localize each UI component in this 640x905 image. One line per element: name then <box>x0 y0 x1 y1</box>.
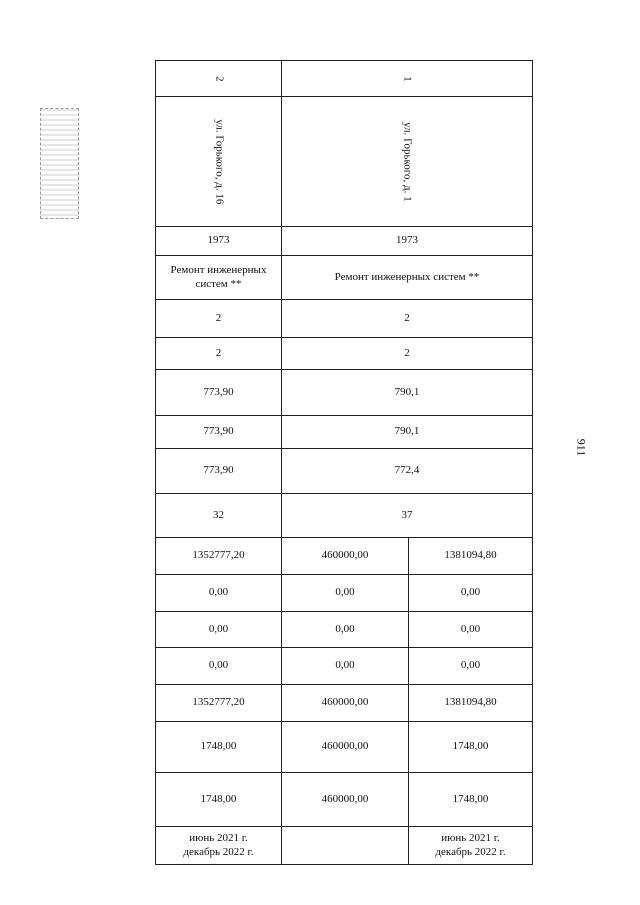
table-row-residents <box>155 494 533 538</box>
area-residential-left: 773,90 <box>156 449 282 493</box>
residents-left: 32 <box>156 494 282 537</box>
period-left: июнь 2021 г. декабрь 2022 г. <box>156 827 282 864</box>
fund-federal-left: 0,00 <box>156 575 282 611</box>
address-left: ул. Горького, д. 16 <box>213 118 226 205</box>
table-row-addresses <box>155 97 533 227</box>
column-number-left: 2 <box>213 75 226 82</box>
fund-owners-left: 1352777,20 <box>156 685 282 721</box>
area-premises-right: 790,1 <box>394 425 420 438</box>
period-right: июнь 2021 г. декабрь 2022 г. <box>435 831 506 858</box>
floors-right: 2 <box>404 311 410 324</box>
fund-regional-right: 0,00 <box>460 622 481 635</box>
area-total-left: 773,90 <box>156 370 282 415</box>
max-unit-cost-mid: 460000,00 <box>282 773 409 826</box>
year-left: 1973 <box>156 227 282 255</box>
fund-federal-right: 0,00 <box>460 586 481 599</box>
unit-cost-right: 1748,00 <box>452 740 489 753</box>
table-row-fund-local <box>155 648 533 685</box>
column-number-right: 1 <box>401 75 414 82</box>
table-row-period <box>155 827 533 865</box>
cost-total-left: 1352777,20 <box>156 538 282 574</box>
page-number: 911 <box>574 438 589 457</box>
scan-stamp-mark <box>40 108 79 219</box>
max-unit-cost-left: 1748,00 <box>156 773 282 826</box>
fund-local-left: 0,00 <box>156 648 282 684</box>
table-row-cost-total <box>155 538 533 575</box>
work-type-left: Ремонт инженерных систем ** <box>156 256 282 299</box>
table-row-work-type <box>155 256 533 300</box>
table-row-entrances <box>155 338 533 370</box>
table-row-fund-owners <box>155 685 533 722</box>
table-row-floors <box>155 300 533 338</box>
fund-federal-mid: 0,00 <box>282 575 409 611</box>
fund-owners-right: 1381094,80 <box>444 696 497 709</box>
table-row-max-unit-cost <box>155 773 533 827</box>
entrances-left: 2 <box>156 338 282 369</box>
address-right: ул. Горького, д. 1 <box>401 121 414 202</box>
unit-cost-mid: 460000,00 <box>282 722 409 772</box>
table-row-year <box>155 227 533 256</box>
floors-left: 2 <box>156 300 282 337</box>
residents-right: 37 <box>401 508 413 521</box>
fund-regional-left: 0,00 <box>156 612 282 647</box>
cost-total-mid: 460000,00 <box>282 538 409 574</box>
table-row-unit-cost <box>155 722 533 773</box>
table-row-fund-regional <box>155 612 533 648</box>
entrances-right: 2 <box>404 346 410 359</box>
fund-owners-mid: 460000,00 <box>282 685 409 721</box>
table-row-area-total <box>155 370 533 416</box>
area-residential-right: 772,4 <box>394 464 420 477</box>
year-right: 1973 <box>396 234 418 247</box>
unit-cost-left: 1748,00 <box>156 722 282 772</box>
table-row-column-numbers <box>155 60 533 97</box>
table-row-area-residential <box>155 449 533 494</box>
area-premises-left: 773,90 <box>156 416 282 448</box>
fund-regional-mid: 0,00 <box>282 612 409 647</box>
fund-local-right: 0,00 <box>460 659 481 672</box>
area-total-right: 790,1 <box>394 385 420 398</box>
period-mid <box>282 827 409 864</box>
table-row-fund-federal <box>155 575 533 612</box>
cost-total-right: 1381094,80 <box>444 549 497 562</box>
data-table <box>155 60 533 865</box>
work-type-right: Ремонт инженерных систем ** <box>334 270 480 283</box>
max-unit-cost-right: 1748,00 <box>452 792 489 805</box>
table-row-area-premises <box>155 416 533 449</box>
fund-local-mid: 0,00 <box>282 648 409 684</box>
